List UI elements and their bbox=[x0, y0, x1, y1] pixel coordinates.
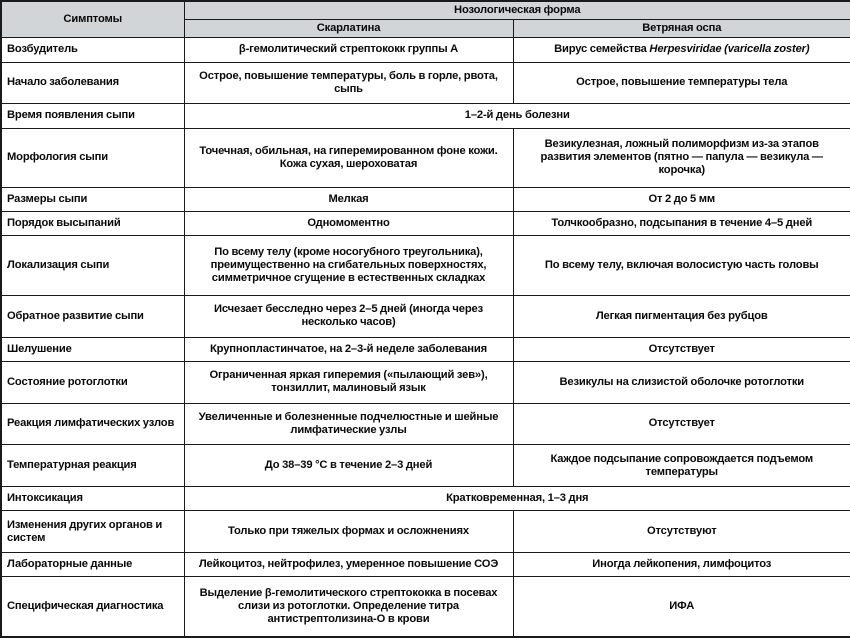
chickenpox-cell: Отсутствует bbox=[513, 337, 850, 361]
symptom-cell: Начало заболевания bbox=[1, 62, 184, 104]
column-header-chickenpox: Ветряная оспа bbox=[513, 20, 850, 38]
chickenpox-cell: Отсутствуют bbox=[513, 511, 850, 553]
symptom-cell: Лабораторные данные bbox=[1, 553, 184, 577]
scarlet-fever-cell: Ограниченная яркая гиперемия («пылающий зев»), тонзиллит, малиновый язык bbox=[184, 361, 513, 403]
table-row bbox=[1, 403, 850, 445]
chickenpox-cell: Везикулезная, ложный полиморфизм из-за этапов развития элементов (пятно — папула — везикула — корочка) bbox=[513, 128, 850, 187]
table-row bbox=[1, 337, 850, 361]
column-header-nosological-form: Нозологическая форма bbox=[184, 1, 850, 20]
chickenpox-cell: По всему телу, включая волосистую часть головы bbox=[513, 236, 850, 295]
table-row bbox=[1, 511, 850, 553]
table-row bbox=[1, 104, 850, 128]
table-row bbox=[1, 553, 850, 577]
scarlet-fever-cell: Точечная, обильная, на гиперемированном фоне кожи. Кожа сухая, шероховатая bbox=[184, 128, 513, 187]
scarlet-fever-cell: Острое, повышение температуры, боль в горле, рвота, сыпь bbox=[184, 62, 513, 104]
symptom-cell: Локализация сыпи bbox=[1, 236, 184, 295]
symptom-cell: Состояние ротоглотки bbox=[1, 361, 184, 403]
symptom-cell: Возбудитель bbox=[1, 38, 184, 62]
chickenpox-cell: От 2 до 5 мм bbox=[513, 188, 850, 212]
chickenpox-cell: Каждое подсыпание сопровождается подъемом температуры bbox=[513, 445, 850, 487]
table-row bbox=[1, 361, 850, 403]
chickenpox-cell: Легкая пигментация без рубцов bbox=[513, 295, 850, 337]
table-row bbox=[1, 38, 850, 62]
symptom-cell: Интоксикация bbox=[1, 487, 184, 511]
table-body bbox=[1, 38, 850, 637]
scarlet-fever-cell: Мелкая bbox=[184, 188, 513, 212]
symptom-cell: Морфология сыпи bbox=[1, 128, 184, 187]
table-row bbox=[1, 188, 850, 212]
column-header-scarlet-fever: Скарлатина bbox=[184, 20, 513, 38]
symptom-cell: Изменения других органов и систем bbox=[1, 511, 184, 553]
table-row bbox=[1, 128, 850, 187]
scarlet-fever-cell: β-гемолитический стрептококк группы A bbox=[184, 38, 513, 62]
chickenpox-cell: Вирус семейства Herpesviridae (varicella zoster) bbox=[513, 38, 850, 62]
table-row bbox=[1, 212, 850, 236]
scarlet-fever-cell: Одномоментно bbox=[184, 212, 513, 236]
table-row bbox=[1, 236, 850, 295]
chickenpox-cell: Острое, повышение температуры тела bbox=[513, 62, 850, 104]
scarlet-fever-cell: Увеличенные и болезненные подчелюстные и шейные лимфатические узлы bbox=[184, 403, 513, 445]
header-row-top bbox=[1, 1, 850, 20]
chickenpox-cell: ИФА bbox=[513, 577, 850, 637]
chickenpox-cell: Толчкообразно, подсыпания в течение 4–5 дней bbox=[513, 212, 850, 236]
symptom-cell: Время появления сыпи bbox=[1, 104, 184, 128]
column-header-symptoms: Симптомы bbox=[1, 1, 184, 38]
symptom-cell: Размеры сыпи bbox=[1, 188, 184, 212]
symptom-cell: Температурная реакция bbox=[1, 445, 184, 487]
scarlet-fever-cell: Выделение β-гемолитического стрептококка в посевах слизи из ротоглотки. Определение титра антистрептолизина-О в крови bbox=[184, 577, 513, 637]
scarlet-fever-cell: Только при тяжелых формах и осложнениях bbox=[184, 511, 513, 553]
table-row bbox=[1, 295, 850, 337]
table-head bbox=[1, 1, 850, 38]
symptom-cell: Порядок высыпаний bbox=[1, 212, 184, 236]
table-row bbox=[1, 487, 850, 511]
table-row bbox=[1, 445, 850, 487]
pathogen-latin-name: Herpesviridae (varicella zoster) bbox=[649, 43, 810, 56]
table-row bbox=[1, 577, 850, 637]
symptom-cell: Специфическая диагностика bbox=[1, 577, 184, 637]
chickenpox-cell: Отсутствует bbox=[513, 403, 850, 445]
scarlet-fever-cell: До 38–39 °C в течение 2–3 дней bbox=[184, 445, 513, 487]
scarlet-fever-cell: Крупнопластинчатое, на 2–3-й неделе заболевания bbox=[184, 337, 513, 361]
chickenpox-cell: Иногда лейкопения, лимфоцитоз bbox=[513, 553, 850, 577]
scarlet-fever-cell: Исчезает бесследно через 2–5 дней (иногда через несколько часов) bbox=[184, 295, 513, 337]
merged-value-cell: 1–2-й день болезни bbox=[184, 104, 850, 128]
symptom-cell: Реакция лимфатических узлов bbox=[1, 403, 184, 445]
symptom-cell: Обратное развитие сыпи bbox=[1, 295, 184, 337]
merged-value-cell: Кратковременная, 1–3 дня bbox=[184, 487, 850, 511]
table-row bbox=[1, 62, 850, 104]
chickenpox-cell: Везикулы на слизистой оболочке ротоглотки bbox=[513, 361, 850, 403]
scarlet-fever-cell: Лейкоцитоз, нейтрофилез, умеренное повышение СОЭ bbox=[184, 553, 513, 577]
scarlet-fever-cell: По всему телу (кроме носогубного треугольника), преимущественно на сгибательных поверхностях, симметричное сгущение в естественных складках bbox=[184, 236, 513, 295]
symptom-cell: Шелушение bbox=[1, 337, 184, 361]
